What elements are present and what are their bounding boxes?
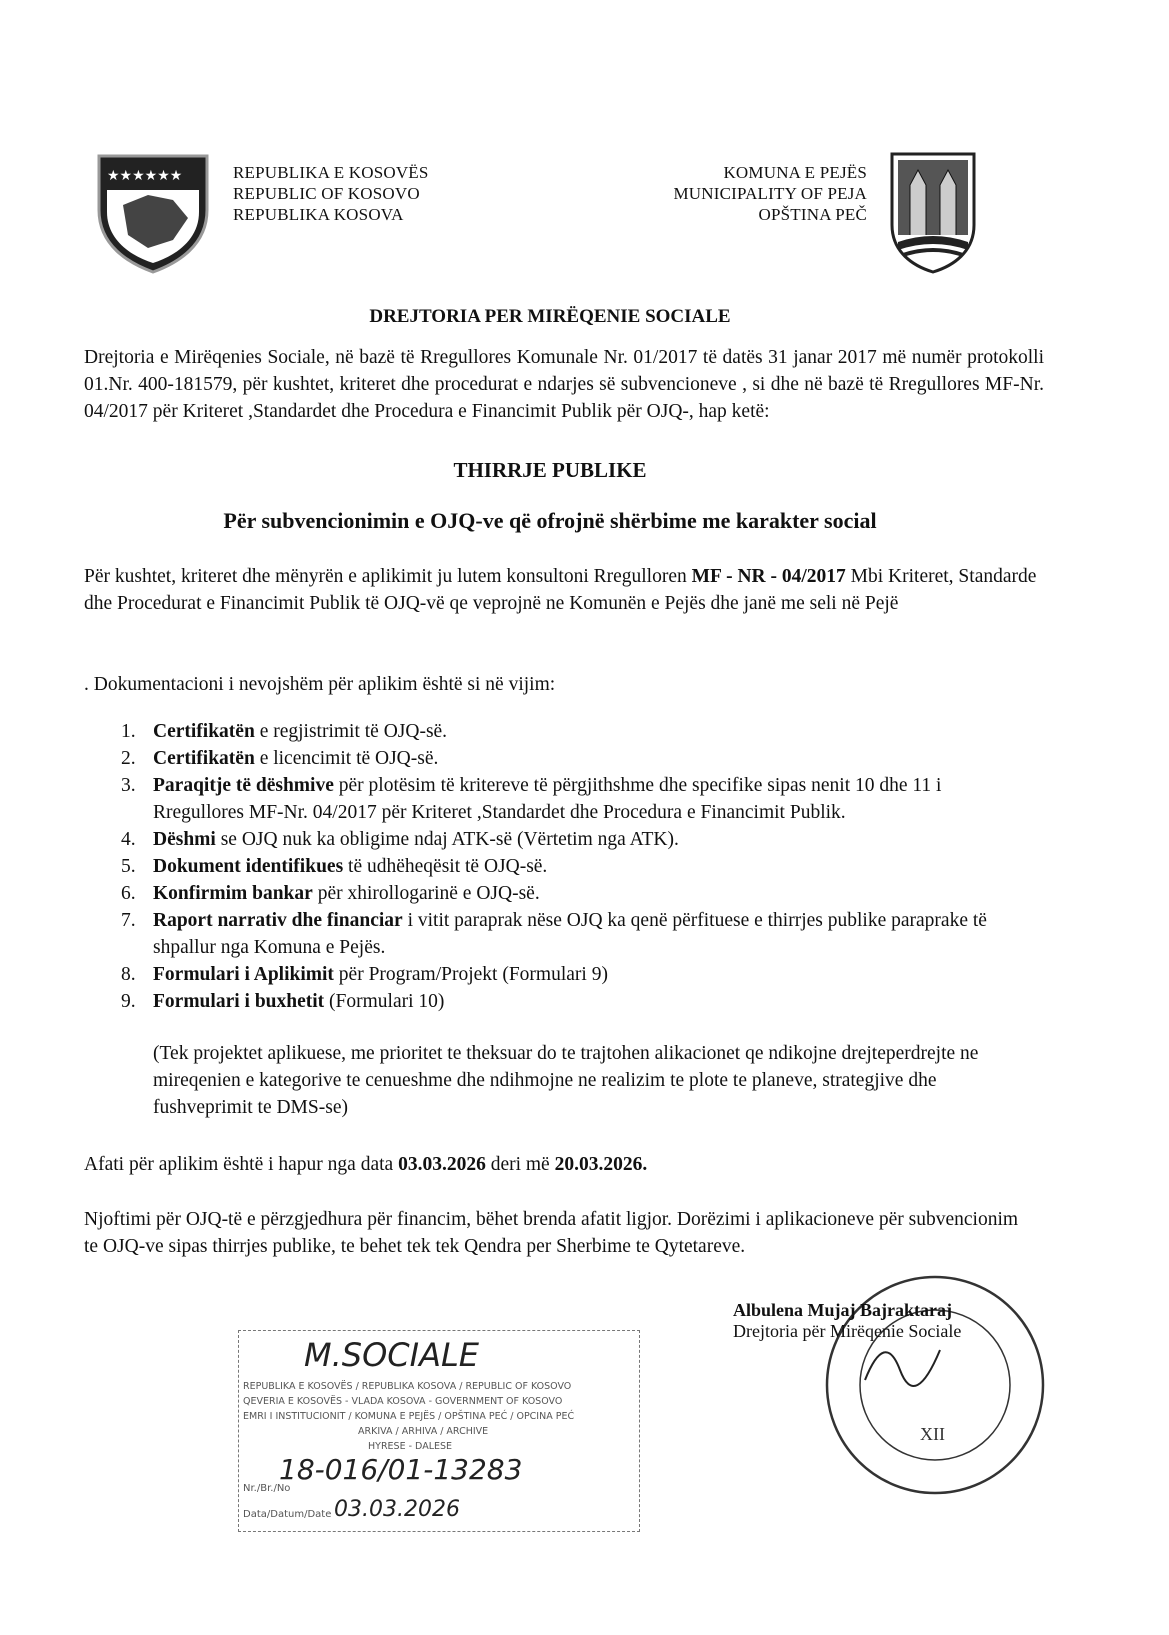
document-item (121, 961, 1023, 988)
item-number: 2. (121, 748, 136, 769)
item-title: Formulari i buxhetit (153, 991, 325, 1012)
item-text: për plotësim të kritereve të përgjithshme dhe specifike sipas nenit 10 dhe 11 i Rregullores MF-Nr. 04/2017 për Kriteret ,Standardet dhe Procedura e Financimit Publik. (153, 775, 942, 823)
item-text: e licencimit të OJQ-së. (254, 748, 439, 769)
conditions-text: Mbi Kriteret, Standarde dhe Procedurat e Financimit Publik të OJQ-vë qe veprojnë ne Komunën e Pejës dhe janë me seli në Pejë (84, 566, 1037, 614)
deadline-start: 03.03.2026 (398, 1154, 486, 1175)
item-title: Dëshmi (153, 829, 216, 850)
header-left (233, 162, 429, 225)
item-text: të udhëheqësit të OJQ-së. (343, 856, 548, 877)
deadline-text: deri më (485, 1154, 555, 1175)
document-item (121, 745, 1023, 772)
item-text: për xhirollogarinë e OJQ-së. (312, 883, 540, 904)
handwritten-department: M.SOCIALE (304, 1336, 479, 1374)
stamp-nr-label: Nr./Br./No (243, 1483, 291, 1494)
item-title: Formulari i Aplikimit (153, 964, 334, 985)
stamp-lines (243, 1379, 574, 1454)
stamp-line: HYRESE - DALESE (368, 1441, 453, 1452)
signatory-name: Albulena Mujaj Bajraktaraj (733, 1300, 952, 1320)
document-item (121, 772, 1023, 826)
item-title: Certifikatën (153, 748, 255, 769)
notice-paragraph: Njoftimi për OJQ-të e përzgjedhura për financim, bëhet brenda afatit ligjor. Dorëzimi i aplikacioneve për subvencionim te OJQ-ve sipas thirrjes publike, te behet tek tek Qendra per Sherbime te Qytetareve. (84, 1209, 1019, 1257)
item-number: 3. (121, 775, 136, 796)
item-text: (Formulari 10) (324, 991, 445, 1012)
stamp-line: QEVERIA E KOSOVËS - VLADA KOSOVA - GOVERNMENT OF KOSOVO (243, 1396, 563, 1407)
document-subtitle: Për subvencionimin e OJQ-ve që ofrojnë shërbime me karakter social (223, 508, 877, 533)
stamp-date-label: Data/Datum/Date (243, 1509, 332, 1520)
document-title: THIRRJE PUBLIKE (453, 458, 647, 482)
documents-list (121, 718, 1023, 1015)
svg-text:★★★★★★: ★★★★★★ (107, 168, 183, 184)
item-number: 6. (121, 883, 136, 904)
intro-paragraph: Drejtoria e Mirëqenies Sociale, në bazë të Rregullores Komunale Nr. 01/2017 të datës 31 janar 2017 më numër protokolli 01.Nr. 400-181579, për kushtet, kriteret dhe procedurat e ndarjes së subvencioneve , si dhe në bazë të Rregullores MF-Nr. 04/2017 për Kriteret ,Standardet dhe Procedura e Financimit Publik për OJQ-, hap ketë: (84, 347, 1044, 422)
document-item (121, 988, 1023, 1015)
conditions-paragraph (84, 563, 1044, 617)
item-text: i vitit paraprak nëse OJQ ka qenë përfituese e thirrjes publike paraprake të shpallur nga Komuna e Pejës. (153, 910, 987, 958)
document-item (121, 826, 1023, 853)
peja-coat-of-arms (888, 150, 978, 275)
deadline-end: 20.03.2026. (554, 1154, 648, 1175)
archive-stamp (238, 1330, 640, 1532)
deadline (84, 1154, 647, 1176)
documents-intro: . Dokumentacioni i nevojshëm për aplikim është si në vijim: (84, 674, 556, 695)
item-text: për Program/Projekt (Formulari 9) (333, 964, 608, 985)
document-item (121, 907, 1023, 961)
item-number: 5. (121, 856, 136, 877)
signature-block (733, 1300, 961, 1342)
header-right-line: OPŠTINA PEČ (758, 205, 867, 224)
document-item (121, 880, 1023, 907)
header-left-line: REPUBLIC OF KOSOVO (233, 184, 420, 203)
stamp-number: XII (920, 1424, 945, 1444)
kosovo-coat-of-arms (93, 150, 213, 275)
item-text: e regjistrimit të OJQ-së. (254, 721, 448, 742)
item-text: se OJQ nuk ka obligime ndaj ATK-së (Vërtetim nga ATK). (215, 829, 679, 850)
item-number: 1. (121, 721, 136, 742)
item-number: 7. (121, 910, 136, 931)
header-left-line: REPUBLIKA E KOSOVËS (233, 163, 429, 182)
item-title: Paraqitje të dëshmive (153, 775, 334, 796)
item-title: Konfirmim bankar (153, 883, 313, 904)
stamp-line: REPUBLIKA E KOSOVËS / REPUBLIKA KOSOVA / REPUBLIC OF KOSOVO (243, 1381, 572, 1392)
signatory-role: Drejtoria për Mirëqenie Sociale (733, 1321, 962, 1341)
header-right-line: KOMUNA E PEJËS (723, 163, 867, 182)
deadline-text: Afati për aplikim është i hapur nga data (84, 1154, 399, 1175)
item-number: 4. (121, 829, 136, 850)
item-title: Raport narrativ dhe financiar (153, 910, 403, 931)
stamp-line: ARKIVA / ARHIVA / ARCHIVE (358, 1426, 489, 1437)
department-heading: DREJTORIA PER MIRËQENIE SOCIALE (369, 306, 731, 327)
stamp-line: EMRI I INSTITUCIONIT / KOMUNA E PEJËS / OPŠTINA PEĆ / OPCINA PEĆ (243, 1411, 575, 1422)
priority-note: (Tek projektet aplikuese, me prioritet te theksuar do te trajtohen alikacionet qe ndikojne drejteperdrejte ne mireqenien e kategorive te cenueshme dhe ndihmojne ne realizim te plote te planeve, strategjive dhe fushveprimit te DMS-se) (153, 1043, 979, 1118)
header-right-line: MUNICIPALITY OF PEJA (673, 184, 867, 203)
item-number: 8. (121, 964, 136, 985)
item-number: 9. (121, 991, 136, 1012)
document-item (121, 718, 1023, 745)
stamp-nr-value: 18-016/01-13283 (279, 1453, 523, 1486)
regulation-ref: MF - NR - 04/2017 (691, 566, 846, 587)
header-left-line: REPUBLIKA KOSOVA (233, 205, 404, 224)
conditions-text: Për kushtet, kriteret dhe mënyrën e aplikimit ju lutem konsultoni Rregulloren (84, 566, 692, 587)
document-item (121, 853, 1023, 880)
header-right (673, 162, 867, 225)
item-title: Dokument identifikues (153, 856, 344, 877)
stamp-date-value: 03.03.2026 (334, 1497, 460, 1522)
item-title: Certifikatën (153, 721, 255, 742)
